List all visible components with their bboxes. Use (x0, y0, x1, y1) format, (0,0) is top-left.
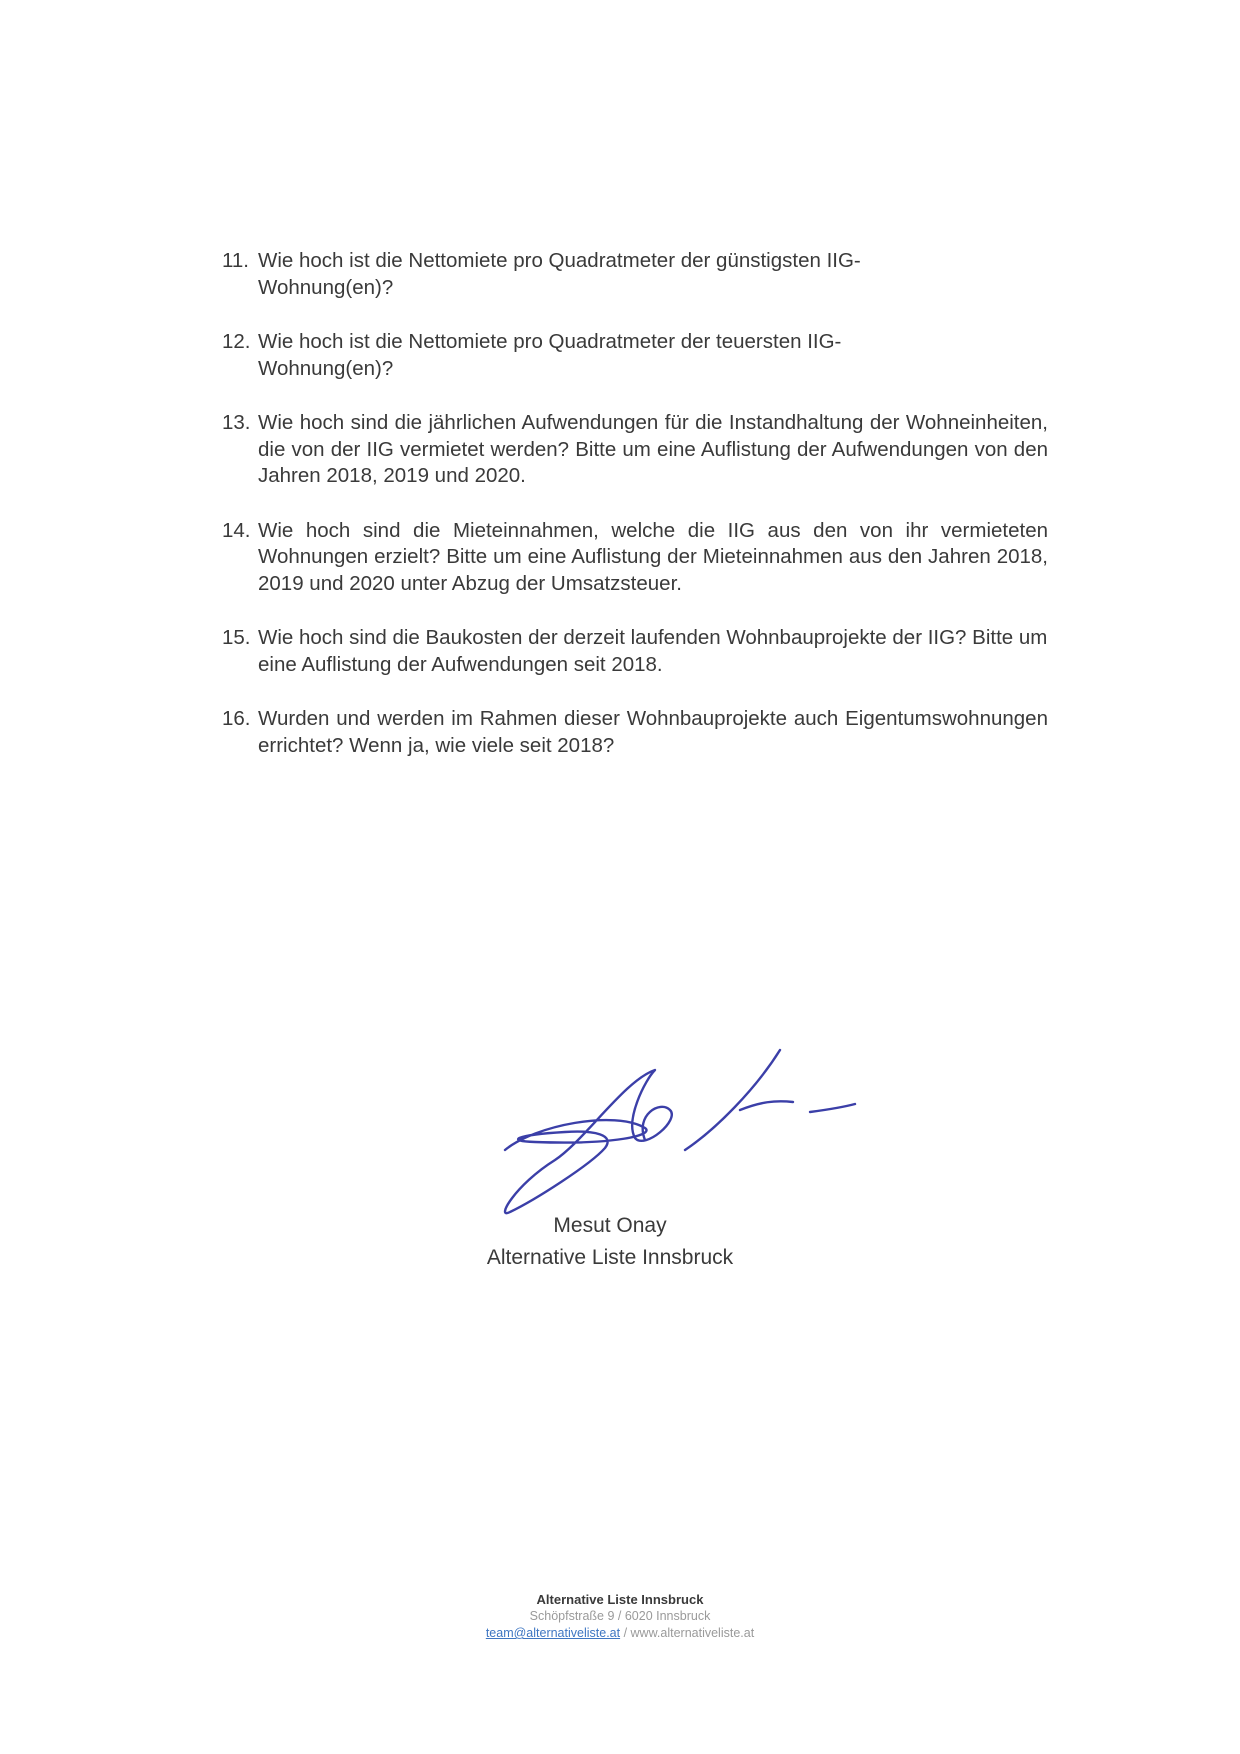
footer-website: www.alternativeliste.at (630, 1626, 755, 1640)
question-item (222, 410, 1048, 490)
footer-organization: Alternative Liste Innsbruck (536, 1592, 704, 1607)
footer-email-link[interactable]: team@alternativeliste.at (485, 1626, 621, 1640)
footer-address: Schöpfstraße 9 / 6020 Innsbruck (529, 1609, 711, 1623)
signature-stroke (505, 1070, 672, 1213)
signature-strokes (505, 1050, 855, 1213)
question-item (222, 706, 1048, 759)
handwritten-signature (495, 1040, 905, 1220)
question-number: 16. (222, 707, 251, 730)
signer-name: Mesut Onay (553, 1214, 667, 1237)
question-item (222, 329, 1048, 382)
question-text: Wurden und werden im Rahmen dieser Wohnbauprojekte auch Eigentumswohnungen errichtet? Wenn ja, wie viele seit 2018? (258, 707, 1048, 757)
question-item (222, 625, 1048, 678)
footer-contact (420, 1625, 820, 1642)
question-number: 12. (222, 330, 251, 353)
question-number: 13. (222, 411, 251, 434)
question-text: Wie hoch sind die Mieteinnahmen, welche die IIG aus den von ihr vermieteten Wohnungen erzielt? Bitte um eine Auflistung der Mieteinnahmen aus den Jahren 2018, 2019 und 2020 unter Abzug der Umsatzsteuer. (258, 518, 1048, 595)
question-number: 11. (222, 249, 249, 272)
question-text: Wie hoch ist die Nettomiete pro Quadratmeter der günstigsten IIG-Wohnung(en)? (258, 249, 861, 299)
signer-block (430, 1210, 790, 1274)
question-number: 14. (222, 518, 251, 542)
question-number: 15. (222, 626, 251, 649)
question-text: Wie hoch sind die jährlichen Aufwendungen für die Instandhaltung der Wohneinheiten, die von der IIG vermietet werden? Bitte um eine Auflistung der Aufwendungen von den Jahren 2018, 2019 und 2020. (258, 411, 1048, 487)
question-text: Wie hoch ist die Nettomiete pro Quadratmeter der teuersten IIG-Wohnung(en)? (258, 330, 842, 380)
footer (420, 1591, 820, 1642)
signature-stroke (810, 1104, 855, 1112)
signature-stroke (685, 1050, 793, 1150)
footer-separator: / (620, 1626, 631, 1640)
signer-organization: Alternative Liste Innsbruck (486, 1246, 734, 1269)
question-list (222, 248, 1048, 787)
question-item (222, 248, 1048, 301)
question-item (222, 518, 1048, 598)
question-text: Wie hoch sind die Baukosten der derzeit laufenden Wohnbauprojekte der IIG? Bitte um eine Auflistung der Aufwendungen seit 2018. (258, 626, 1048, 676)
